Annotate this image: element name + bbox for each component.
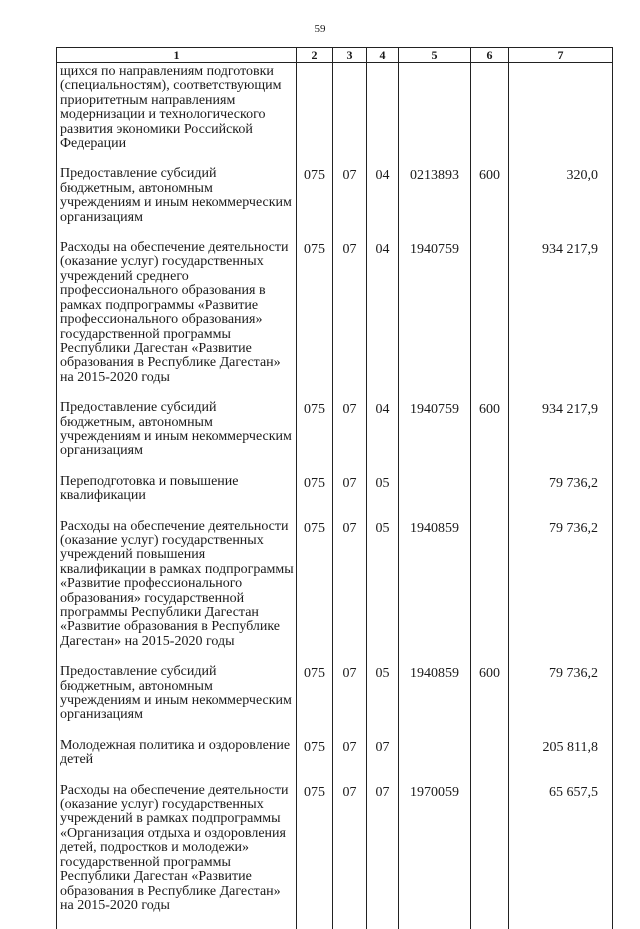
cell-section [333, 241, 367, 401]
row-name [57, 401, 297, 475]
budget-table [56, 47, 613, 929]
cell-admin-code [297, 784, 333, 929]
table-row [57, 739, 613, 784]
cell-subsection [367, 241, 399, 401]
cell-target-article-text: 1940859 [410, 520, 459, 536]
cell-section-text: 07 [342, 520, 357, 536]
row-name-text: Предоставление субсидий бюджетным, автономным учреждениям и иным некоммерческим организациям [60, 166, 292, 225]
cell-subsection-text: 05 [375, 520, 390, 536]
cell-section-text: 07 [342, 739, 357, 755]
column-header: 6 [471, 48, 509, 63]
cell-subsection-text: 05 [375, 666, 390, 682]
cell-admin-code [297, 401, 333, 475]
cell-section-text: 07 [342, 168, 357, 184]
cell-amount-text: 79 736,2 [549, 475, 598, 491]
cell-subsection [367, 475, 399, 520]
cell-amount [509, 739, 613, 784]
cell-target-article [399, 665, 471, 739]
cell-admin-code-text: 075 [304, 520, 325, 536]
cell-section [333, 167, 367, 241]
cell-amount-text: 934 217,9 [542, 402, 598, 418]
row-name [57, 520, 297, 666]
cell-admin-code [297, 63, 333, 168]
cell-amount-text: 205 811,8 [542, 739, 598, 755]
cell-admin-code [297, 739, 333, 784]
cell-admin-code [297, 665, 333, 739]
column-header: 3 [333, 48, 367, 63]
row-name-text: Молодежная политика и оздоровление детей [60, 737, 291, 768]
cell-target-article-text: 1940759 [410, 242, 459, 258]
row-name [57, 167, 297, 241]
cell-expense-type [471, 401, 509, 475]
column-header: 5 [399, 48, 471, 63]
table-row [57, 520, 613, 666]
cell-expense-type [471, 784, 509, 929]
cell-subsection [367, 63, 399, 168]
cell-subsection [367, 401, 399, 475]
cell-admin-code-text: 075 [304, 168, 325, 184]
cell-section-text: 07 [342, 402, 357, 418]
cell-amount-text: 65 657,5 [549, 784, 598, 800]
cell-amount-text: 320,0 [566, 168, 598, 184]
cell-subsection-text: 04 [375, 168, 390, 184]
cell-section [333, 665, 367, 739]
row-name [57, 665, 297, 739]
cell-expense-type-text: 600 [479, 168, 500, 184]
cell-target-article [399, 739, 471, 784]
cell-target-article [399, 475, 471, 520]
cell-section-text: 07 [342, 784, 357, 800]
cell-admin-code-text: 075 [304, 475, 325, 491]
cell-target-article [399, 241, 471, 401]
row-name-text: Расходы на обеспечение деятельности (оказание услуг) государственных учреждений в рамках подпрограммы «Организация отдыха и оздоровления детей, подростков и молодежи» государственной программы Республики Дагестан «Развитие образования в Республике Дагестан» на 2015-2020 годы [60, 782, 289, 913]
cell-admin-code [297, 475, 333, 520]
cell-target-article [399, 520, 471, 666]
cell-admin-code-text: 075 [304, 402, 325, 418]
cell-amount-text: 934 217,9 [542, 242, 598, 258]
cell-amount-text: 79 736,2 [549, 666, 598, 682]
cell-subsection [367, 167, 399, 241]
cell-expense-type-text: 600 [479, 402, 500, 418]
cell-expense-type [471, 475, 509, 520]
cell-target-article [399, 63, 471, 168]
cell-amount [509, 241, 613, 401]
row-name-text: Предоставление субсидий бюджетным, автономным учреждениям и иным некоммерческим организациям [60, 664, 292, 723]
cell-subsection-text: 07 [375, 784, 390, 800]
cell-subsection-text: 04 [375, 402, 390, 418]
table-row [57, 665, 613, 739]
row-name [57, 475, 297, 520]
row-name-text: Расходы на обеспечение деятельности (оказание услуг) государственных учреждений повышения квалификации в рамках подпрограммы «Развитие профессионального образования» государственной программы Республики Дагестан «Развитие образования в Республике Дагестан» на 2015-2020 годы [60, 518, 294, 649]
cell-admin-code [297, 520, 333, 666]
cell-amount [509, 475, 613, 520]
row-name [57, 784, 297, 929]
cell-expense-type [471, 739, 509, 784]
row-name [57, 739, 297, 784]
cell-subsection [367, 739, 399, 784]
cell-target-article-text: 0213893 [410, 168, 459, 184]
cell-admin-code [297, 167, 333, 241]
cell-section [333, 475, 367, 520]
cell-admin-code-text: 075 [304, 666, 325, 682]
cell-subsection-text: 07 [375, 739, 390, 755]
row-name-text: Расходы на обеспечение деятельности (оказание услуг) государственных учреждений среднего профессионального образования в рамках подпрограммы «Развитие профессионального образования» государственной программы Республики Дагестан «Развитие образования в Республике Дагестан» на 2015-2020 годы [60, 240, 289, 385]
page-number: 59 [314, 23, 326, 35]
cell-section [333, 784, 367, 929]
cell-section [333, 739, 367, 784]
cell-amount [509, 63, 613, 168]
cell-target-article-text: 1940759 [410, 402, 459, 418]
cell-subsection [367, 520, 399, 666]
cell-target-article [399, 401, 471, 475]
row-name-text: Переподготовка и повышение квалификации [60, 473, 239, 504]
column-header: 1 [57, 48, 297, 63]
cell-section [333, 520, 367, 666]
cell-amount [509, 520, 613, 666]
cell-target-article [399, 167, 471, 241]
cell-admin-code-text: 075 [304, 784, 325, 800]
cell-amount-text: 79 736,2 [549, 520, 598, 536]
row-name-text: Предоставление субсидий бюджетным, автономным учреждениям и иным некоммерческим организациям [60, 400, 292, 459]
cell-amount [509, 784, 613, 929]
row-name-text: щихся по направлениям подготовки (специальностям), соответствующим приоритетным направлениям модернизации и технологического развития экономики Российской Федерации [60, 64, 282, 152]
cell-subsection-text: 04 [375, 242, 390, 258]
cell-subsection-text: 05 [375, 475, 390, 491]
table-row [57, 784, 613, 929]
cell-subsection [367, 784, 399, 929]
cell-section-text: 07 [342, 242, 357, 258]
cell-section-text: 07 [342, 666, 357, 682]
table-row [57, 63, 613, 168]
cell-section-text: 07 [342, 475, 357, 491]
cell-expense-type-text: 600 [479, 666, 500, 682]
cell-amount [509, 665, 613, 739]
cell-admin-code-text: 075 [304, 739, 325, 755]
cell-admin-code-text: 075 [304, 242, 325, 258]
cell-subsection [367, 665, 399, 739]
cell-section [333, 63, 367, 168]
cell-expense-type [471, 241, 509, 401]
row-name [57, 63, 297, 168]
cell-target-article-text: 1970059 [410, 784, 459, 800]
row-name [57, 241, 297, 401]
cell-admin-code [297, 241, 333, 401]
cell-expense-type [471, 665, 509, 739]
table-header-row [57, 48, 613, 63]
column-header: 7 [509, 48, 613, 63]
cell-section [333, 401, 367, 475]
cell-expense-type [471, 167, 509, 241]
table-row [57, 167, 613, 241]
cell-amount [509, 167, 613, 241]
column-header: 4 [367, 48, 399, 63]
table-row [57, 475, 613, 520]
cell-expense-type [471, 63, 509, 168]
cell-expense-type [471, 520, 509, 666]
cell-target-article [399, 784, 471, 929]
cell-target-article-text: 1940859 [410, 666, 459, 682]
table-row [57, 241, 613, 401]
cell-amount [509, 401, 613, 475]
column-header: 2 [297, 48, 333, 63]
table-row [57, 401, 613, 475]
